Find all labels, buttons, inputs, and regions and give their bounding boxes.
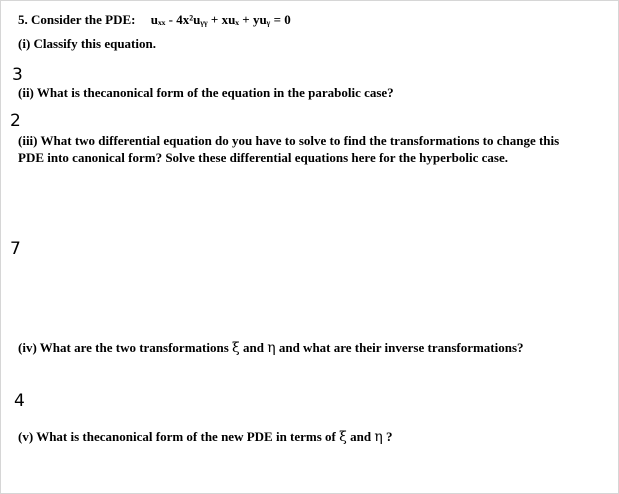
part-iv-text-before: What are the two transformations: [39, 340, 229, 355]
eta-symbol: η: [374, 429, 383, 445]
part-ii-label: (ii): [18, 85, 34, 100]
part-v-keyword: canonical: [99, 429, 153, 444]
part-ii-text-before: What is the: [36, 85, 101, 100]
part-v-label: (v): [18, 429, 34, 444]
xi-symbol: ξ: [232, 340, 240, 356]
part-iii: [18, 132, 578, 166]
part-iii-text: What two differential equation do you have to solve to find the transformations to change this PDE into canonical form? Solve these differential equations here for the hyperbolic case.: [18, 133, 560, 165]
part-iv-label: (iv): [18, 340, 37, 355]
part-v-text-mid: form of the new PDE in terms of: [155, 429, 336, 444]
handwritten-mark-4: 4: [14, 391, 25, 411]
part-i-text: Classify this equation.: [33, 36, 156, 51]
part-ii: [18, 84, 394, 101]
part-v: [18, 428, 392, 446]
part-ii-keyword: canonical: [100, 85, 154, 100]
part-iii-label: (iii): [18, 133, 38, 148]
part-v-and: and: [350, 429, 372, 444]
handwritten-mark-1: 3: [12, 65, 23, 85]
handwritten-mark-3: 7: [10, 239, 21, 259]
pde-equation: uₓₓ - 4x²uᵧᵧ + xuₓ + yuᵧ = 0: [150, 12, 291, 27]
part-i: [18, 35, 156, 52]
part-i-label: (i): [18, 36, 31, 51]
part-v-text-before: What is the: [36, 429, 100, 444]
part-v-text-after: ?: [385, 429, 393, 444]
part-iv-and: and: [242, 340, 264, 355]
problem-number-label: 5. Consider the PDE:: [18, 12, 136, 27]
xi-symbol: ξ: [339, 429, 347, 445]
eta-symbol: η: [267, 340, 276, 356]
part-iv-text-after: and what are their inverse transformations?: [278, 340, 524, 355]
problem-heading: [18, 11, 291, 28]
part-ii-text-after: form of the equation in the parabolic case?: [156, 85, 394, 100]
handwritten-mark-2: 2: [10, 111, 21, 131]
part-iv: [18, 339, 578, 357]
